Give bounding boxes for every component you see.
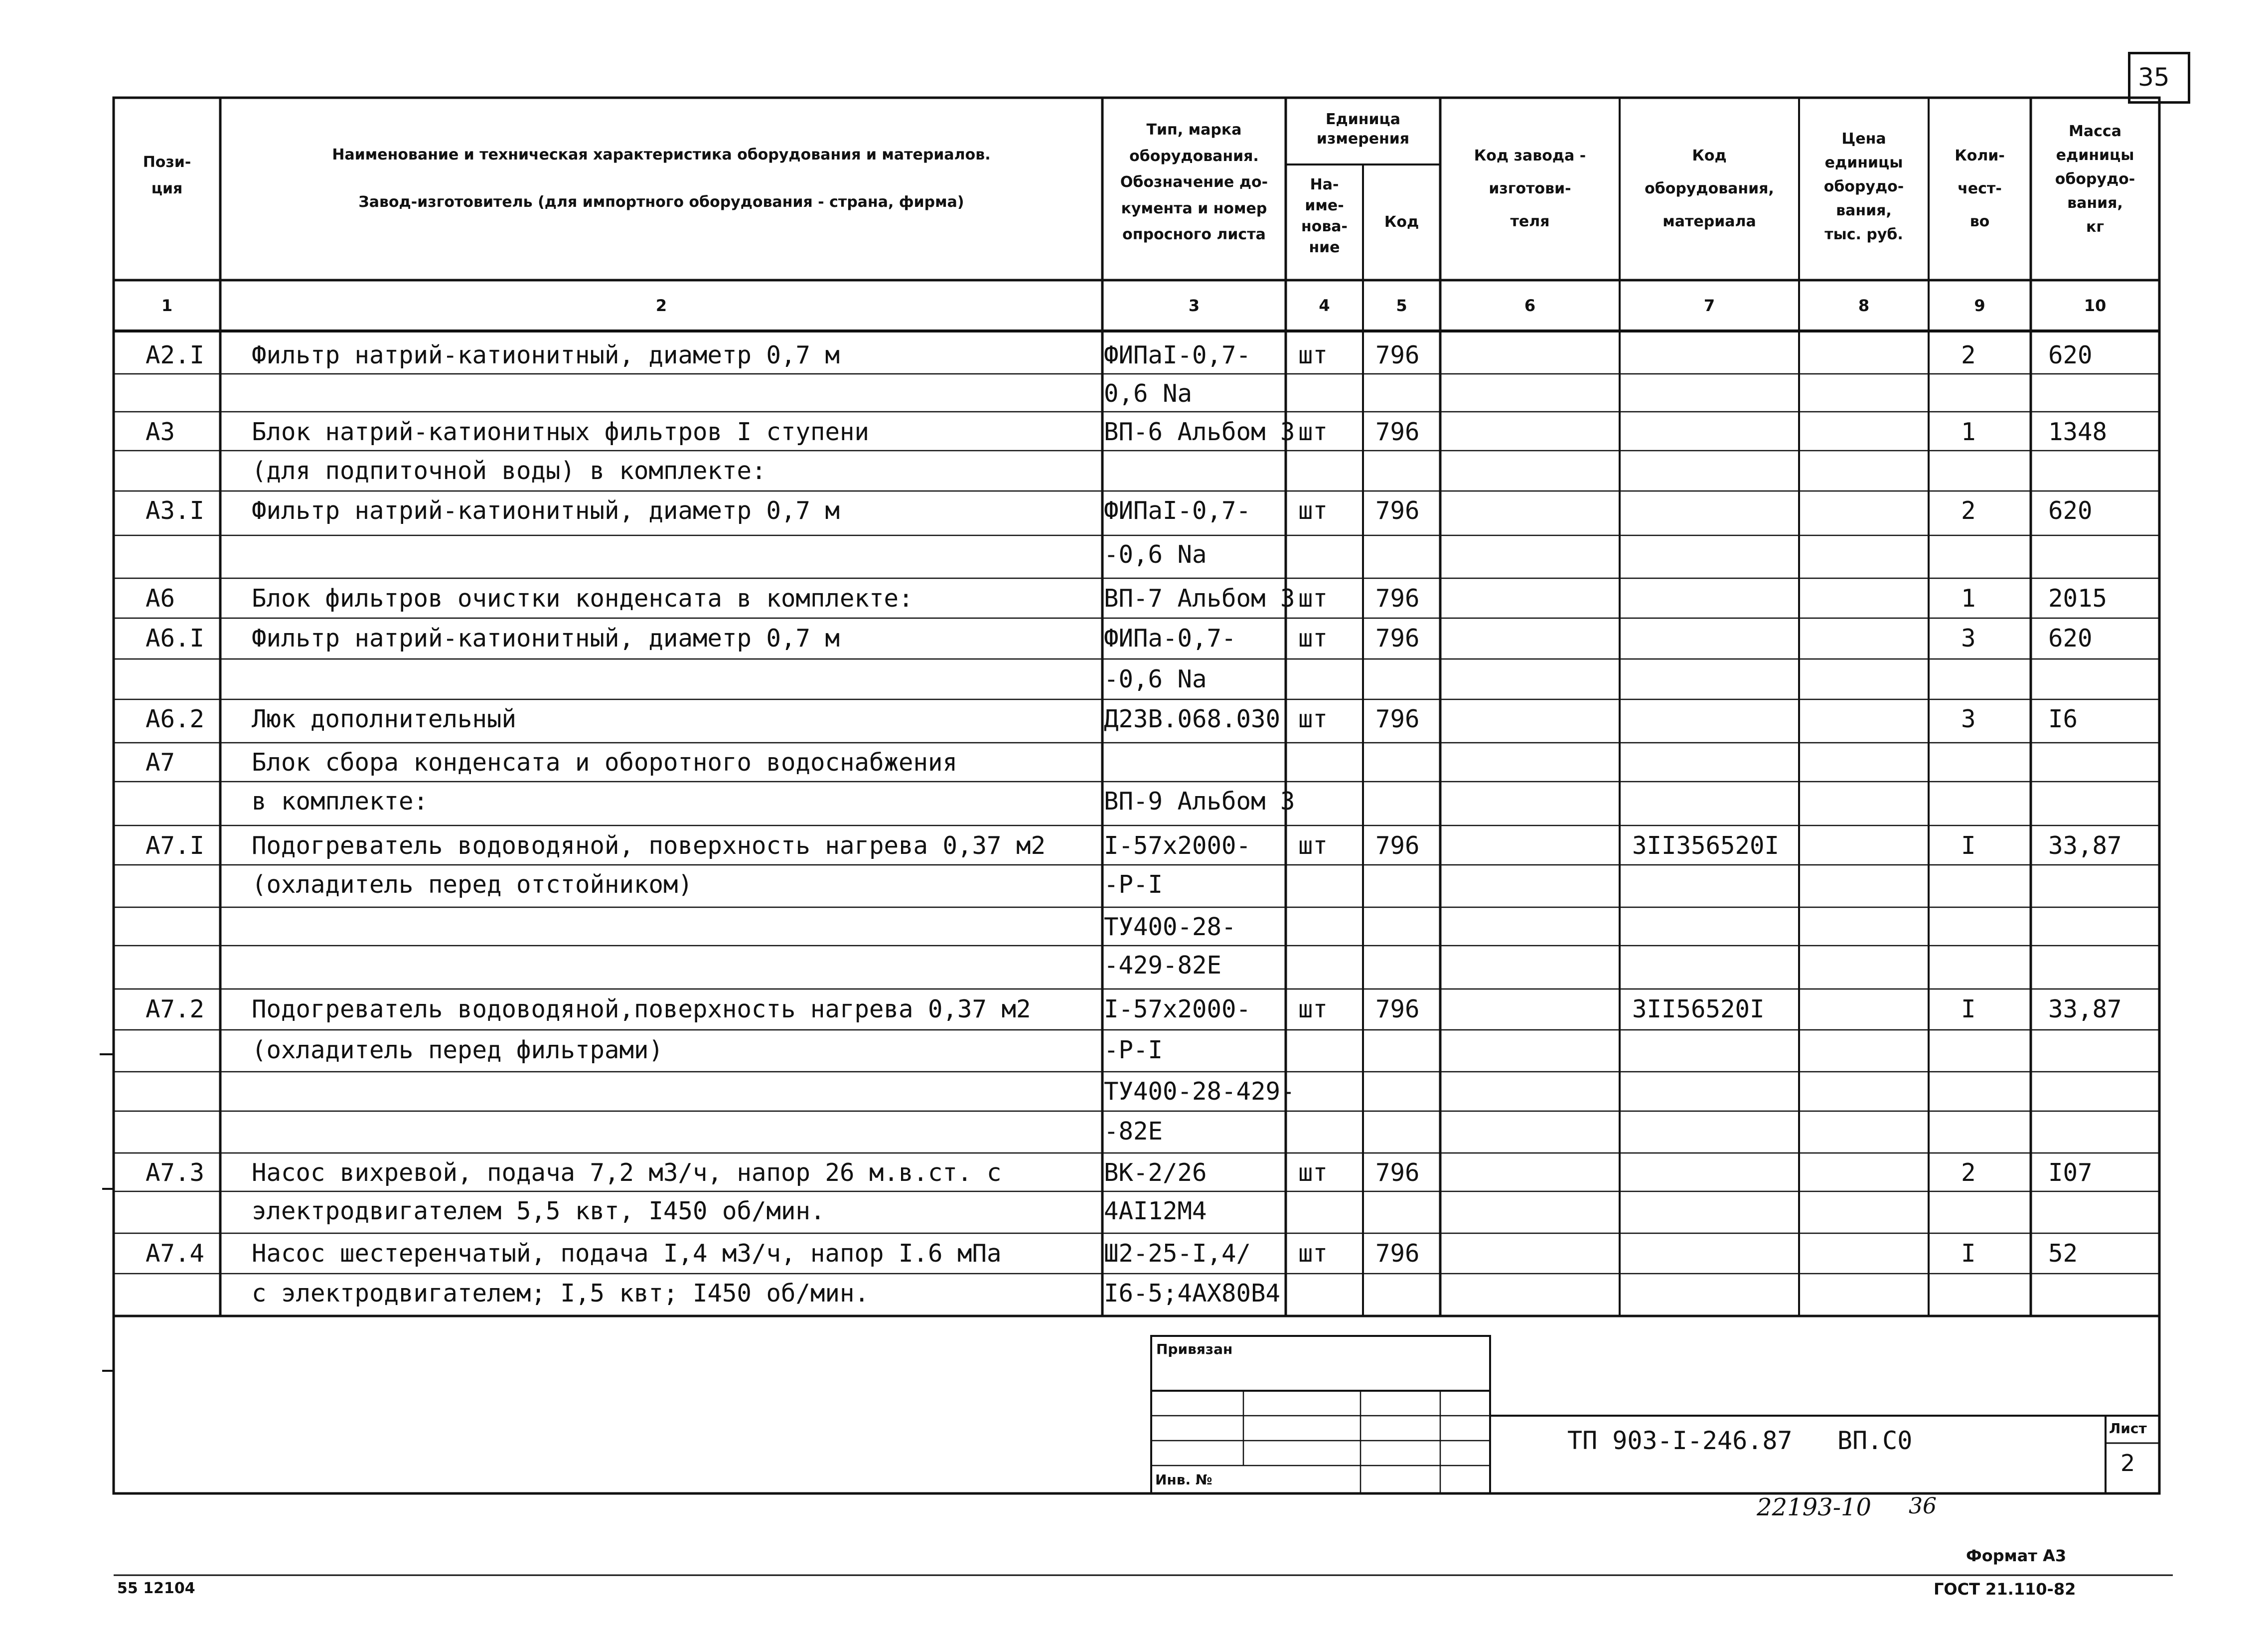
- cell-unit: шт: [1298, 995, 1328, 1023]
- cell-pos: А6: [146, 584, 175, 613]
- cell-pos: А7: [146, 748, 175, 777]
- cell-type: -0,6 Na: [1104, 540, 1207, 569]
- cell-mass: 620: [2048, 624, 2093, 653]
- cell-name: электродвигателем 5,5 квт, I450 об/мин.: [252, 1197, 825, 1225]
- cell-name: Блок натрий-катионитных фильтров I ступени: [252, 418, 870, 446]
- sheet-number: 2: [2120, 1450, 2135, 1476]
- cell-mass: 1348: [2048, 418, 2108, 446]
- cell-type: I6-5;4АХ80В4: [1104, 1279, 1281, 1308]
- header-name-line2: Завод-изготовитель (для импортного оборудования - страна, фирма): [358, 193, 964, 211]
- bottom-left-number: 55 12104: [117, 1580, 195, 1597]
- cell-type: 0,6 Na: [1104, 379, 1193, 408]
- cell-name: Насос шестеренчатый, подача I,4 м3/ч, напор I.6 мПа: [252, 1239, 1002, 1268]
- header-quantity: Коли- чест- во: [1955, 147, 2005, 230]
- col-number-5: 5: [1396, 296, 1407, 315]
- cell-type: -Р-I: [1104, 1036, 1163, 1064]
- col-number-7: 7: [1703, 296, 1715, 315]
- cell-name: Подогреватель водоводяной,поверхность нагрева 0,37 м2: [252, 995, 1031, 1023]
- cell-pos: А7.3: [146, 1158, 205, 1187]
- cell-pos: А6.I: [146, 624, 205, 653]
- header-position: Пози- ция: [143, 154, 191, 197]
- cell-type: -Р-I: [1104, 870, 1163, 899]
- cell-qty: 2: [1961, 1158, 1976, 1187]
- cell-mass: 33,87: [2048, 995, 2122, 1023]
- cell-type: ВП-7 Альбом 3: [1104, 584, 1295, 613]
- cell-pos: А7.I: [146, 831, 205, 860]
- cell-pos: А2.I: [146, 341, 205, 369]
- cell-mass: I6: [2048, 705, 2078, 733]
- format-label: Формат А3: [1966, 1546, 2067, 1565]
- cell-type: Ш2-25-I,4/: [1104, 1239, 1251, 1268]
- header-plant-code: Код завода - изготови- теля: [1474, 147, 1586, 230]
- cell-qty: 3: [1961, 624, 1976, 653]
- cell-type: ФИПаI-0,7-: [1104, 496, 1251, 525]
- cell-unit: шт: [1298, 1158, 1328, 1187]
- cell-eqcode: 3II356520I: [1632, 831, 1780, 860]
- cell-mass: 33,87: [2048, 831, 2122, 860]
- cell-code: 796: [1375, 1158, 1420, 1187]
- cell-unit: шт: [1298, 584, 1328, 613]
- cell-name: с электродвигателем; I,5 квт; I450 об/мин.: [252, 1279, 870, 1308]
- cell-type: ТУ400-28-429-: [1104, 1077, 1295, 1106]
- cell-type: ФИПа-0,7-: [1104, 624, 1236, 653]
- header-price: Цена единицы оборудо- вания, тыс. руб.: [1823, 130, 1904, 243]
- cell-code: 796: [1375, 584, 1420, 613]
- cell-name: Фильтр натрий-катионитный, диаметр 0,7 м: [252, 624, 840, 653]
- col-number-8: 8: [1858, 296, 1870, 315]
- cell-type: ТУ400-28-: [1104, 913, 1236, 941]
- cell-unit: шт: [1298, 418, 1328, 446]
- cell-type: -0,6 Na: [1104, 665, 1207, 693]
- cell-pos: А6.2: [146, 705, 205, 733]
- cell-qty: I: [1961, 995, 1976, 1023]
- cell-name: Блок сбора конденсата и оборотного водоснабжения: [252, 748, 958, 777]
- cell-mass: 620: [2048, 341, 2093, 369]
- cell-code: 796: [1375, 418, 1420, 446]
- cell-type: -82Е: [1104, 1117, 1163, 1146]
- cell-type: 4АI12М4: [1104, 1197, 1207, 1225]
- archive-page: 36: [1909, 1493, 1937, 1519]
- cell-type: I-57х2000-: [1104, 995, 1251, 1023]
- cell-qty: 1: [1961, 584, 1976, 613]
- col-number-1: 1: [161, 296, 173, 315]
- cell-qty: 1: [1961, 418, 1976, 446]
- cell-unit: шт: [1298, 1239, 1328, 1268]
- cell-mass: 2015: [2048, 584, 2108, 613]
- col-number-3: 3: [1188, 296, 1200, 315]
- stamp-attached-label: Привязан: [1156, 1341, 1233, 1357]
- document-code: ТП 903-I-246.87 ВП.С0: [1567, 1426, 1913, 1455]
- cell-unit: шт: [1298, 705, 1328, 733]
- cell-pos: А7.2: [146, 995, 205, 1023]
- cell-pos: А3: [146, 418, 175, 446]
- cell-code: 796: [1375, 496, 1420, 525]
- cell-qty: 2: [1961, 341, 1976, 369]
- col-number-6: 6: [1524, 296, 1536, 315]
- cell-type: ВК-2/26: [1104, 1158, 1207, 1187]
- cell-code: 796: [1375, 705, 1420, 733]
- cell-code: 796: [1375, 341, 1420, 369]
- cell-qty: I: [1961, 1239, 1976, 1268]
- cell-code: 796: [1375, 624, 1420, 653]
- header-unit-code: Код: [1384, 213, 1419, 231]
- cell-eqcode: 3II56520I: [1632, 995, 1765, 1023]
- col-number-4: 4: [1319, 296, 1330, 315]
- col-number-10: 10: [2084, 296, 2107, 315]
- cell-type: ФИПаI-0,7-: [1104, 341, 1251, 369]
- cell-unit: шт: [1298, 496, 1328, 525]
- header-unit-name: На- име- нова- ние: [1301, 176, 1348, 256]
- cell-pos: А3.I: [146, 496, 205, 525]
- cell-type: Д23В.068.030: [1104, 705, 1281, 733]
- cell-type: ВП-9 Альбом 3: [1104, 787, 1295, 816]
- cell-type: I-57х2000-: [1104, 831, 1251, 860]
- cell-name: (охладитель перед фильтрами): [252, 1036, 664, 1064]
- cell-name: Подогреватель водоводяной, поверхность нагрева 0,37 м2: [252, 831, 1046, 860]
- cell-name: Фильтр натрий-катионитный, диаметр 0,7 м: [252, 496, 840, 525]
- cell-name: (для подпиточной воды) в комплекте:: [252, 457, 766, 485]
- header-name-line1: Наименование и техническая характеристика оборудования и материалов.: [332, 146, 991, 164]
- cell-name: (охладитель перед отстойником): [252, 870, 693, 899]
- cell-name: Фильтр натрий-катионитный, диаметр 0,7 м: [252, 341, 840, 369]
- cell-name: Насос вихревой, подача 7,2 м3/ч, напор 26 м.в.ст. с: [252, 1158, 1002, 1187]
- cell-name: в комплекте:: [252, 787, 429, 816]
- header-mass: Масса единицы оборудо- вания, кг: [2055, 123, 2135, 236]
- cell-name: Люк дополнительный: [252, 705, 517, 733]
- cell-qty: I: [1961, 831, 1976, 860]
- col-number-9: 9: [1974, 296, 1985, 315]
- cell-name: Блок фильтров очистки конденсата в комплекте:: [252, 584, 913, 613]
- col-number-2: 2: [655, 296, 667, 315]
- cell-code: 796: [1375, 831, 1420, 860]
- cell-code: 796: [1375, 995, 1420, 1023]
- cell-type: ВП-6 Альбом 3: [1104, 418, 1295, 446]
- header-equipment-code: Код оборудования, материала: [1645, 147, 1774, 230]
- cell-mass: 52: [2048, 1239, 2078, 1268]
- header-unit-group: Единица измерения: [1316, 111, 1410, 148]
- cell-unit: шт: [1298, 831, 1328, 860]
- page-number: 35: [2138, 63, 2170, 92]
- cell-mass: I07: [2048, 1158, 2093, 1187]
- cell-code: 796: [1375, 1239, 1420, 1268]
- cell-pos: А7.4: [146, 1239, 205, 1268]
- gost-label: ГОСТ 21.110-82: [1934, 1580, 2076, 1599]
- cell-qty: 2: [1961, 496, 1976, 525]
- archive-number: 22193-10: [1757, 1493, 1871, 1521]
- cell-unit: шт: [1298, 624, 1328, 653]
- cell-qty: 3: [1961, 705, 1976, 733]
- cell-type: -429-82Е: [1104, 951, 1222, 980]
- cell-unit: шт: [1298, 341, 1328, 369]
- sheet-label: Лист: [2109, 1420, 2147, 1437]
- header-type: Тип, марка оборудования. Обозначение до- кумента и номер опросного листа: [1120, 121, 1268, 243]
- stamp-inv-label: Инв. №: [1155, 1472, 1212, 1488]
- cell-mass: 620: [2048, 496, 2093, 525]
